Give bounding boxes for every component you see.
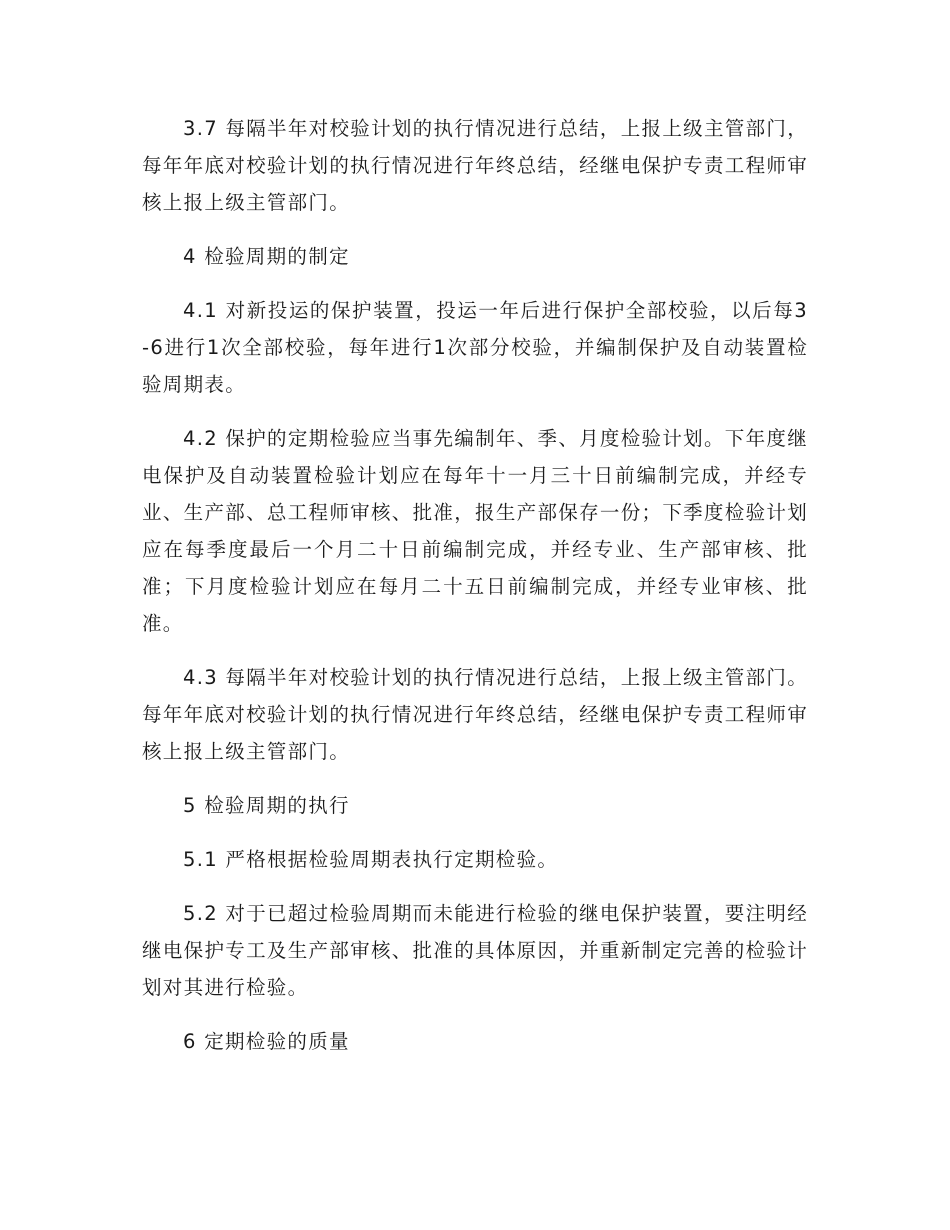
section-heading-5: 5 检验周期的执行 [183,794,350,817]
section-heading-4: 4 检验周期的制定 [183,245,350,268]
paragraph-5-2: 5.2 对于已超过检验周期而未能进行检验的继电保护装置，要注明经继电保护专工及生产部审核、批准的具体原因，并重新制定完善的检验计划对其进行检验。 [142,902,808,999]
paragraph-3-7: 3.7 每隔半年对校验计划的执行情况进行总结，上报上级主管部门，每年年底对校验计划的执行情况进行年终总结，经继电保护专责工程师审核上报上级主管部门。 [142,117,808,214]
paragraph-4-1: 4.1 对新投运的保护装置，投运一年后进行保护全部校验，以后每3-6进行1次全部校验，每年进行1次部分校验，并编制保护及自动装置检验周期表。 [142,299,808,396]
section-heading-6: 6 定期检验的质量 [183,1030,350,1053]
paragraph-4-2: 4.2 保护的定期检验应当事先编制年、季、月度检验计划。下年度继电保护及自动装置检验计划应在每年十一月三十日前编制完成，并经专业、生产部、总工程师审核、批准，报生产部保存一份；下季度检验计划应在每季度最后一个月二十日前编制完成，并经专业、生产部审核、批准；下月度检验计划应在每月二十五日前编制完成，并经专业审核、批准。 [142,427,808,635]
document-body [142,110,808,1077]
paragraph-5-1: 5.1 严格根据检验周期表执行定期检验。 [183,848,559,871]
paragraph-4-3: 4.3 每隔半年对校验计划的执行情况进行总结，上报上级主管部门。每年年底对校验计划的执行情况进行年终总结，经继电保护专责工程师审核上报上级主管部门。 [142,666,808,763]
